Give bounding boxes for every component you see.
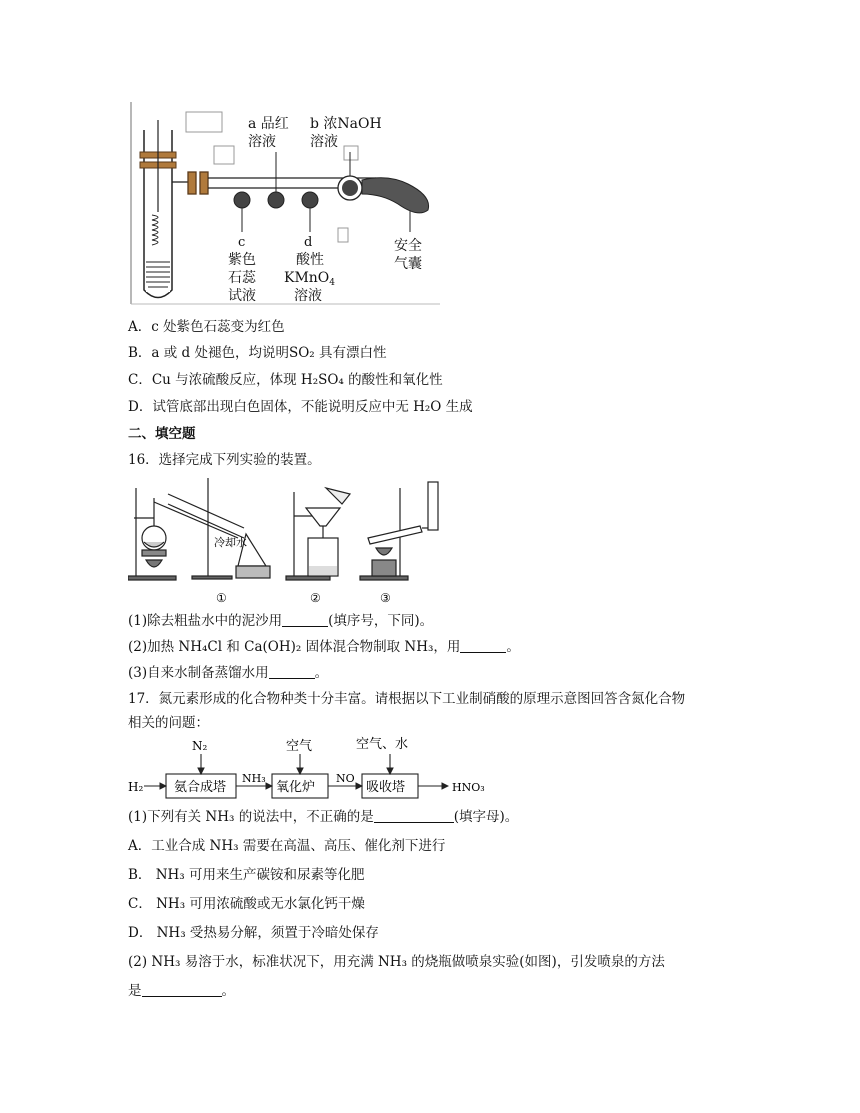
nitric-acid-flow-diagram — [128, 736, 508, 802]
q16-sub1-text: (1)除去粗盐水中的泥沙用 — [128, 613, 283, 629]
flow-box-1-label: 氨合成塔 — [174, 780, 227, 795]
bulb-d — [302, 192, 318, 208]
q16-sub3-tail: 。 — [314, 665, 329, 681]
q16-sub3-text: (3)自来水制备蒸馏水用 — [128, 665, 269, 681]
label-c-3: 石蕊 — [228, 270, 256, 286]
section-heading: 二、填空题 — [128, 426, 196, 442]
answer-blank[interactable] — [282, 612, 328, 627]
q16-stem: 16．选择完成下列实验的装置。 — [128, 452, 321, 468]
q17-sub1 — [128, 808, 518, 826]
label-a: a 品红 — [248, 116, 289, 132]
flow-h2: H₂ — [128, 780, 144, 794]
lab-apparatus-figure — [128, 478, 458, 608]
q17-option-c: C． NH₃ 可用浓硫酸或无水氯化钙干燥 — [128, 896, 365, 912]
filtration-apparatus — [286, 488, 350, 580]
flow-air-water: 空气、水 — [356, 737, 409, 752]
q15-option-d: D．试管底部出现白色固体，不能说明反应中无 H₂O 生成 — [128, 399, 473, 415]
cooling-water-label: 冷却水 — [214, 536, 247, 549]
so2-apparatus-figure — [128, 100, 448, 310]
q17-sub2-text: 是 — [128, 983, 142, 999]
apparatus-number-1: ① — [216, 591, 227, 605]
q17-sub2: (2) NH₃ 易溶于水，标准状况下，用充满 NH₃ 的烧瓶做喷泉实验(如图)，引发喷泉的方法 — [128, 954, 665, 970]
label-airbag: 安全 — [394, 238, 422, 254]
label-d-4: 溶液 — [294, 288, 322, 304]
distillation-apparatus — [128, 478, 270, 580]
apparatus-number-3: ③ — [380, 591, 391, 605]
q15-option-b: B．a 或 d 处褪色，均说明SO₂ 具有漂白性 — [128, 345, 387, 361]
q16-sub2 — [128, 638, 520, 656]
q17-sub2-cont — [128, 982, 235, 1000]
solid-heating-apparatus — [360, 482, 438, 580]
apparatus-number-2: ② — [310, 591, 321, 605]
label-c-2: 紫色 — [228, 252, 256, 268]
label-a-sub: 溶液 — [248, 134, 276, 150]
label-airbag-2: 气囊 — [394, 256, 422, 272]
q15-option-c: C．Cu 与浓硫酸反应，体现 H₂SO₄ 的酸性和氧化性 — [128, 372, 443, 388]
label-d-2: 酸性 — [296, 252, 324, 268]
bulb-a — [268, 192, 284, 208]
answer-blank[interactable] — [142, 982, 222, 997]
safety-airbag — [362, 178, 429, 213]
q16-sub2-text: (2)加热 NH₄Cl 和 Ca(OH)₂ 固体混合物制取 NH₃，用 — [128, 639, 461, 655]
label-c-4: 试液 — [228, 288, 256, 304]
flow-box-3-label: 吸收塔 — [366, 780, 406, 795]
test-tube — [140, 120, 176, 298]
flow-nh3: NH₃ — [242, 772, 266, 785]
answer-blank[interactable] — [374, 808, 454, 823]
q17-stem-2: 相关的问题： — [128, 715, 209, 731]
q17-stem-1: 17．氮元素形成的化合物种类十分丰富。请根据以下工业制硝酸的原理示意图回答含氮化合物 — [128, 691, 686, 707]
q17-option-b: B． NH₃ 可用来生产碳铵和尿素等化肥 — [128, 867, 365, 883]
q16-sub3 — [128, 664, 328, 682]
flow-box-2-label: 氧化炉 — [276, 780, 316, 795]
label-d: d — [304, 235, 313, 250]
q17-option-d: D． NH₃ 受热易分解，须置于冷暗处保存 — [128, 925, 379, 941]
answer-blank[interactable] — [269, 664, 315, 679]
flow-air: 空气 — [286, 739, 313, 754]
q16-sub2-tail: 。 — [506, 639, 520, 655]
q17-sub2-tail: 。 — [221, 983, 235, 999]
q16-sub1-tail: (填序号，下同)。 — [328, 613, 434, 629]
label-c: c — [238, 235, 246, 250]
q17-sub1-text: (1)下列有关 NH₃ 的说法中，不正确的是 — [128, 809, 374, 825]
bulb-c — [234, 192, 250, 208]
label-b-sub: 溶液 — [310, 134, 338, 150]
flow-hno3: HNO₃ — [452, 781, 485, 794]
q17-sub1-tail: (填字母)。 — [453, 809, 519, 825]
label-b: b 浓NaOH — [310, 116, 382, 132]
flow-no: NO — [336, 772, 355, 785]
label-d-3: KMnO$_4$ — [284, 270, 336, 288]
q16-sub1 — [128, 612, 433, 630]
q17-option-a: A．工业合成 NH₃ 需要在高温、高压、催化剂下进行 — [128, 838, 446, 854]
answer-blank[interactable] — [460, 638, 506, 653]
flow-n2: N₂ — [192, 739, 208, 753]
q15-option-a: A．c 处紫色石蕊变为红色 — [128, 319, 285, 335]
